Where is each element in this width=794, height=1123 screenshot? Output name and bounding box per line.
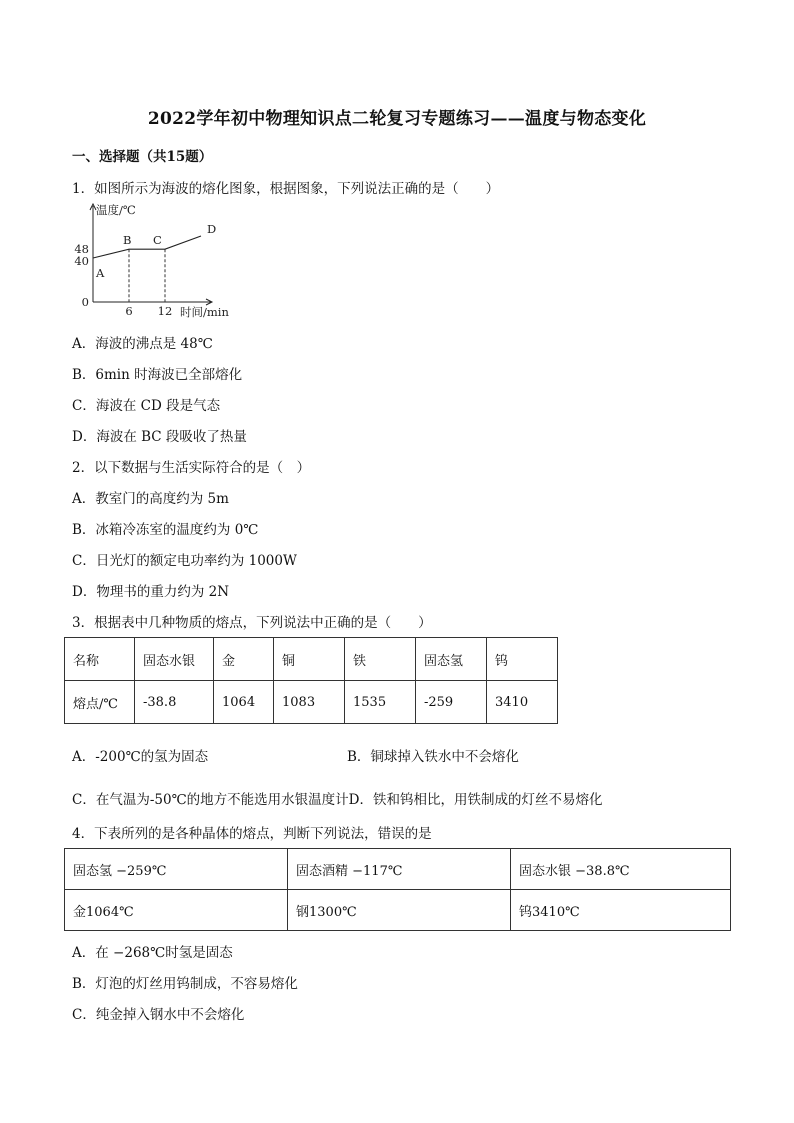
point-label-a: A	[96, 266, 105, 280]
x-axis-label: 时间/min	[180, 305, 229, 319]
table-cell: 1064	[214, 681, 274, 724]
q1-option-c: C．海波在 CD 段是气态	[72, 398, 221, 414]
q1-option-a: A．海波的沸点是 48℃	[72, 336, 213, 352]
table-cell: 名称	[65, 638, 135, 681]
table-cell: 钨	[487, 638, 558, 681]
table-row	[65, 890, 731, 931]
q3-option-cd: C．在气温为-50℃的地方不能选用水银温度计D．铁和钨相比，用铁制成的灯丝不易熔化	[72, 792, 603, 808]
q4-option-b: B．灯泡的灯丝用钨制成，不容易熔化	[72, 976, 298, 992]
x-tick-label: 6	[125, 304, 133, 318]
q4-option-c: C．纯金掉入钢水中不会熔化	[72, 1007, 245, 1023]
q4-option-a: A．在 −268℃时氢是固态	[72, 945, 233, 961]
table-cell: 固态氢	[416, 638, 487, 681]
page-title: 2022学年初中物理知识点二轮复习专题练习——温度与物态变化	[147, 109, 647, 129]
q2-option-c: C．日光灯的额定电功率约为 1000W	[72, 553, 297, 569]
table-cell: 固态氢 −259℃	[65, 849, 288, 890]
table-cell: 固态水银	[135, 638, 214, 681]
table-row	[65, 849, 731, 890]
table-cell: 熔点/℃	[65, 681, 135, 724]
q1-option-b: B．6min 时海波已全部熔化	[72, 367, 243, 383]
q3-option-a: A．-200℃的氢为固态	[72, 749, 209, 765]
table-row	[65, 681, 558, 724]
chart-svg	[62, 200, 247, 325]
q4-stem: 4．下表所列的是各种晶体的熔点，判断下列说法，错误的是	[72, 826, 432, 842]
x-tick-label: 12	[157, 304, 173, 318]
section-heading: 一、选择题（共15题）	[72, 149, 213, 165]
table-cell: 3410	[487, 681, 558, 724]
y-tick-label: 48	[74, 242, 89, 257]
q2-stem: 2．以下数据与生活实际符合的是（ ）	[72, 460, 311, 476]
point-label-b: B	[123, 233, 132, 248]
table-cell: 固态酒精 −117℃	[288, 849, 511, 890]
table-cell: 1535	[345, 681, 416, 724]
y-axis-label: 温度/℃	[96, 203, 136, 217]
table-cell: 金	[214, 638, 274, 681]
q1-option-d: D．海波在 BC 段吸收了热量	[72, 429, 247, 445]
table-cell: 固态水银 −38.8℃	[511, 849, 731, 890]
q2-option-b: B．冰箱冷冻室的温度约为 0℃	[72, 522, 259, 538]
table-cell: 铜	[274, 638, 345, 681]
q2-option-a: A．教室门的高度约为 5m	[72, 491, 229, 507]
table-cell: 金1064℃	[65, 890, 288, 931]
q3-option-b: B．铜球掉入铁水中不会熔化	[347, 749, 519, 765]
q1-stem: 1．如图所示为海波的熔化图象，根据图象，下列说法正确的是（ ）	[72, 181, 500, 197]
q3-melting-table	[64, 637, 558, 724]
q2-option-d: D．物理书的重力约为 2N	[72, 584, 230, 600]
point-label-c: C	[153, 233, 162, 248]
table-cell: -38.8	[135, 681, 214, 724]
y-tick-label: 40	[74, 254, 89, 268]
table-header-row	[65, 638, 558, 681]
melting-chart	[62, 200, 247, 325]
point-label-d: D	[207, 222, 217, 236]
y-tick-label: 0	[81, 295, 89, 309]
melting-curve	[93, 236, 201, 258]
table-cell: 钨3410℃	[511, 890, 731, 931]
table-cell: -259	[416, 681, 487, 724]
table-cell: 1083	[274, 681, 345, 724]
table-cell: 钢1300℃	[288, 890, 511, 931]
table-cell: 铁	[345, 638, 416, 681]
q3-stem: 3．根据表中几种物质的熔点，下列说法中正确的是（ ）	[72, 615, 432, 631]
q4-melting-table	[64, 848, 731, 931]
